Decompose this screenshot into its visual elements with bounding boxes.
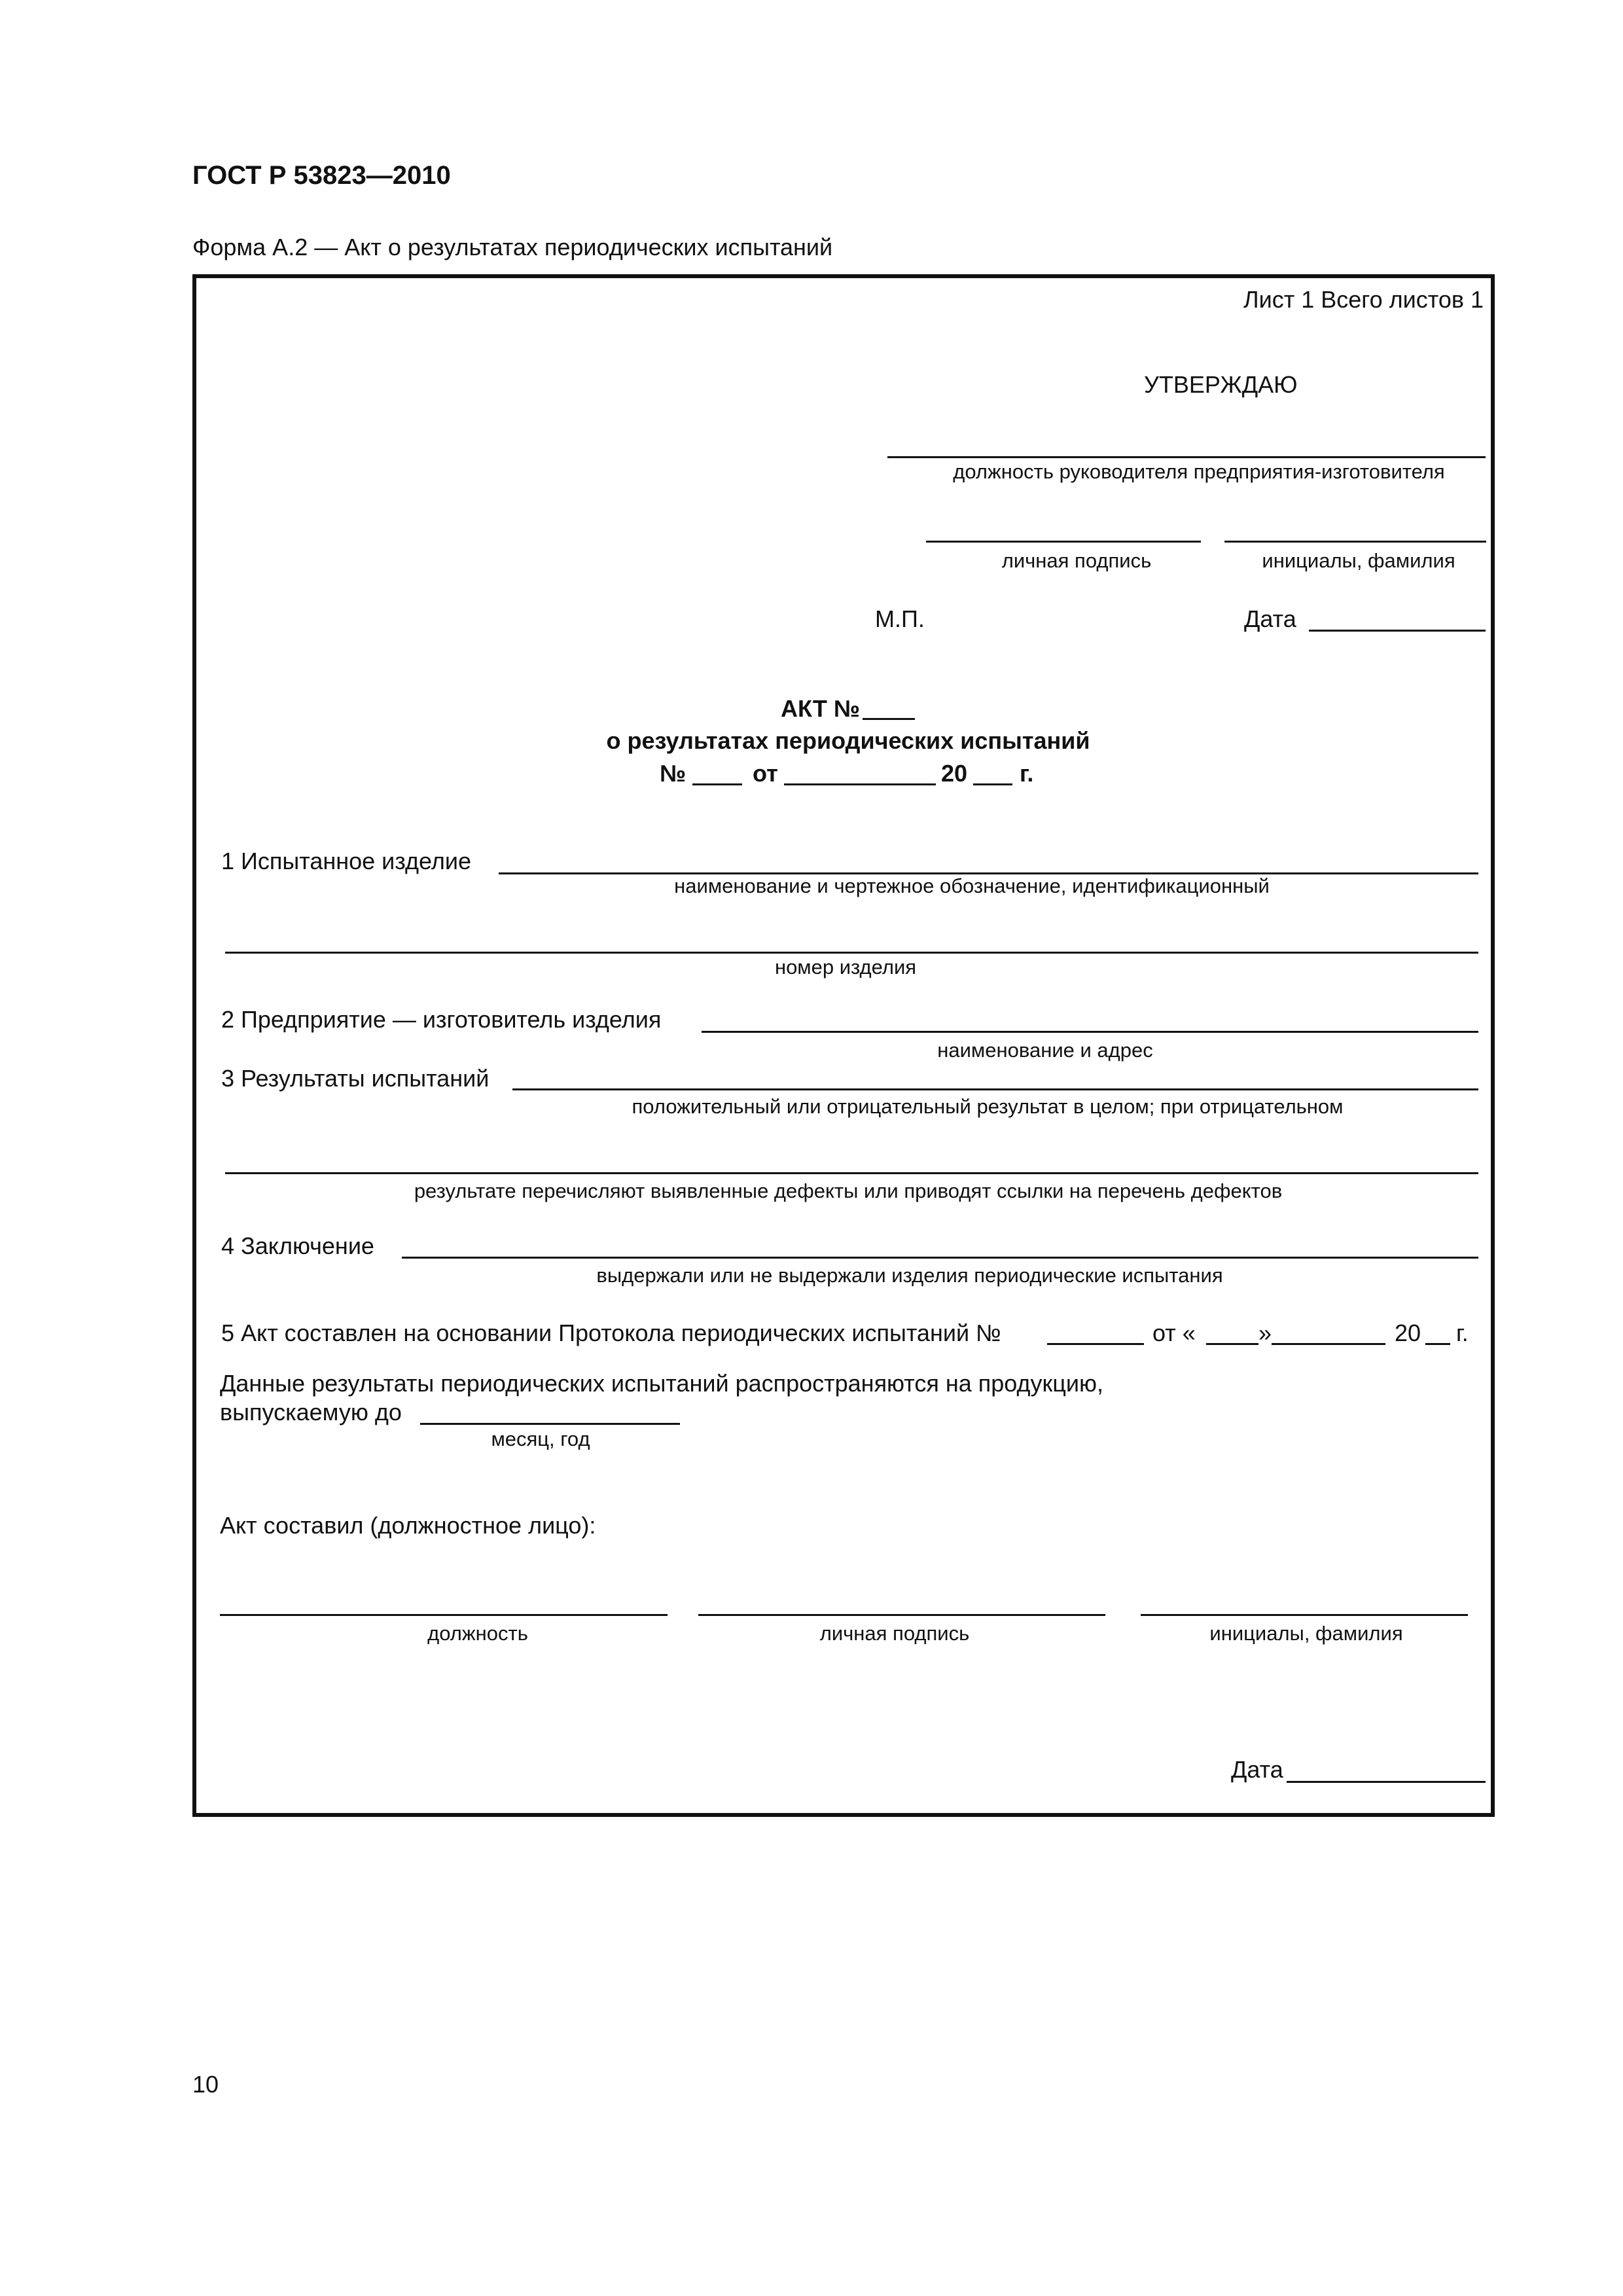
item3-field-line[interactable] <box>512 1088 1478 1090</box>
act-from-label: от <box>753 760 778 787</box>
act-no-label: № <box>660 760 687 787</box>
compiled-by-label: Акт составил (должностное лицо): <box>220 1512 596 1539</box>
item1-caption2: номер изделия <box>774 956 917 978</box>
extension-line2: выпускаемую до <box>220 1399 402 1426</box>
act-date-line[interactable] <box>784 783 936 785</box>
item5-quote: » <box>1258 1319 1272 1346</box>
approver-position-caption: должность руководителя предприятия-изготовителя <box>953 460 1445 483</box>
approve-date-label: Дата <box>1244 605 1296 632</box>
compiler-name-caption: инициалы, фамилия <box>1209 1622 1403 1645</box>
act-year-line[interactable] <box>973 783 1012 785</box>
item1-label: 1 Испытанное изделие <box>221 848 471 874</box>
compiler-name-line[interactable] <box>1141 1614 1468 1616</box>
item3-caption2: результате перечисляют выявленные дефекты или приводят ссылки на перечень дефектов <box>414 1179 1283 1202</box>
form-frame <box>192 274 1495 1817</box>
compiler-signature-caption: личная подпись <box>819 1622 970 1645</box>
item5-year-prefix: 20 <box>1395 1319 1421 1346</box>
act-year-prefix: 20 <box>941 760 968 787</box>
act-number-line[interactable] <box>863 718 915 720</box>
item5-from-label: от « <box>1152 1319 1196 1346</box>
item5-protocol-number-line[interactable] <box>1047 1343 1144 1345</box>
item3-label: 3 Результаты испытаний <box>221 1065 490 1092</box>
compiled-date-label: Дата <box>1231 1756 1283 1783</box>
approver-signature-line[interactable] <box>926 541 1201 543</box>
item5-day-line[interactable] <box>1206 1343 1258 1345</box>
item2-field-line[interactable] <box>702 1031 1478 1033</box>
approver-signature-caption: личная подпись <box>1001 549 1152 572</box>
approver-name-line[interactable] <box>1224 541 1486 543</box>
item2-label: 2 Предприятие — изготовитель изделия <box>221 1006 662 1033</box>
extension-caption: месяц, год <box>491 1427 590 1450</box>
act-year-suffix: г. <box>1020 760 1034 787</box>
compiler-signature-line[interactable] <box>698 1614 1105 1616</box>
form-caption: Форма А.2 — Акт о результатах периодических испытаний <box>192 234 833 260</box>
item4-field-line[interactable] <box>402 1257 1478 1259</box>
approver-position-line[interactable] <box>887 456 1486 458</box>
extension-date-line[interactable] <box>420 1423 680 1425</box>
approve-title: УТВЕРЖДАЮ <box>1144 371 1298 398</box>
act-reg-number-line[interactable] <box>692 783 742 785</box>
item3-field-line2[interactable] <box>225 1172 1478 1174</box>
compiler-position-line[interactable] <box>220 1614 668 1616</box>
compiler-position-caption: должность <box>427 1622 528 1645</box>
item5-month-line[interactable] <box>1272 1343 1385 1345</box>
extension-line1: Данные результаты периодических испытаний распространяются на продукцию, <box>220 1370 1103 1397</box>
item4-caption: выдержали или не выдержали изделия периодические испытания <box>596 1264 1223 1287</box>
act-title-number: АКТ № <box>781 695 860 722</box>
item5-year-suffix: г. <box>1456 1319 1469 1346</box>
page-number: 10 <box>192 2071 219 2098</box>
item3-caption1: положительный или отрицательный результат в целом; при отрицательном <box>632 1095 1344 1118</box>
item5-year-line[interactable] <box>1425 1343 1450 1345</box>
act-title-subject: о результатах периодических испытаний <box>606 727 1090 754</box>
document-code: ГОСТ Р 53823—2010 <box>192 161 451 190</box>
item1-caption1: наименование и чертежное обозначение, идентификационный <box>674 874 1270 897</box>
item5-text: 5 Акт составлен на основании Протокола периодических испытаний № <box>221 1319 1001 1346</box>
item2-caption: наименование и адрес <box>937 1039 1153 1062</box>
compiled-date-line[interactable] <box>1287 1781 1486 1783</box>
approver-name-caption: инициалы, фамилия <box>1262 549 1455 572</box>
item4-label: 4 Заключение <box>221 1232 374 1259</box>
item1-field-line2[interactable] <box>225 952 1478 954</box>
stamp-label: М.П. <box>875 605 925 632</box>
approve-date-line[interactable] <box>1309 630 1486 632</box>
sheet-info: Лист 1 Всего листов 1 <box>1243 286 1484 313</box>
